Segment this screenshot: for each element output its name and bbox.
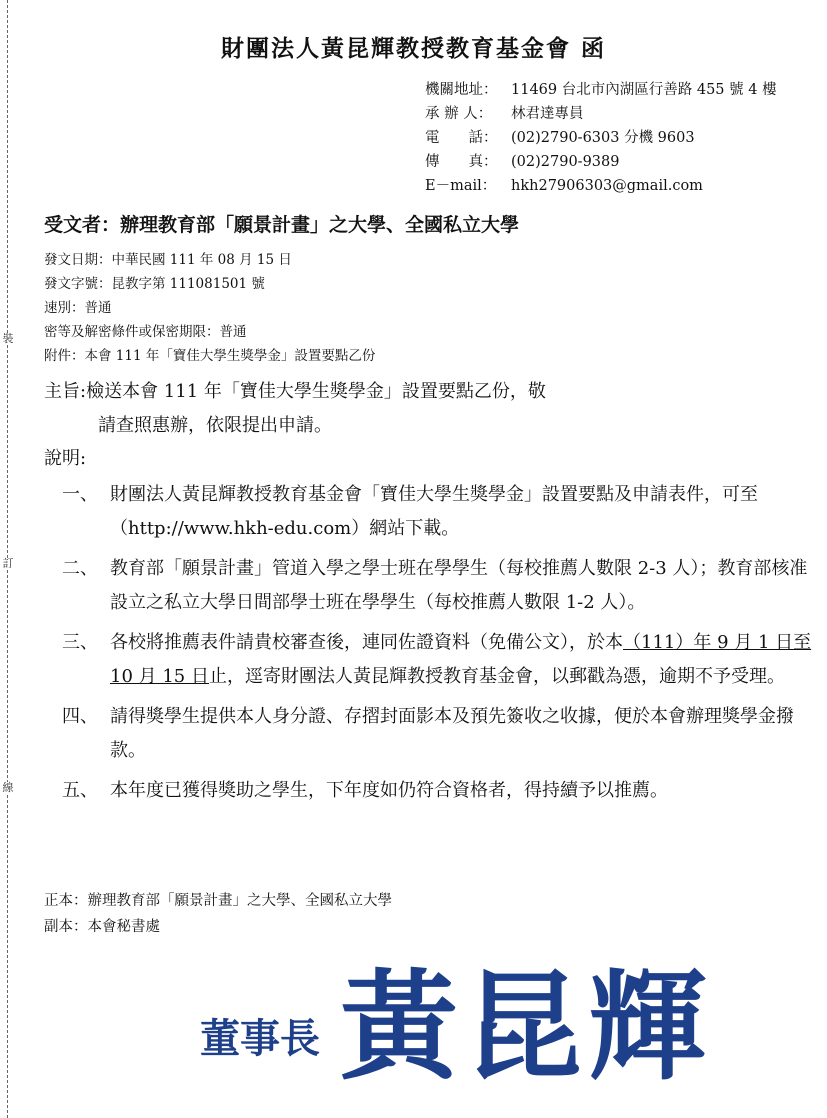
contact-label: 電 話： xyxy=(425,130,498,146)
copy-recipients: 副本：本會秘書處 xyxy=(44,919,160,935)
contact-handler xyxy=(425,102,777,126)
item-text-post: 止，逕寄財團法人黃昆輝教授教育基金會，以郵戳為憑，逾期不予受理。 xyxy=(208,666,785,687)
binding-mark-zhuang: 裝 xyxy=(2,332,14,345)
subject xyxy=(44,375,546,443)
document-title: 財團法人黃昆輝教授教育基金會 函 xyxy=(220,35,606,62)
item-number: 五、 xyxy=(62,780,98,801)
list-item xyxy=(62,700,817,768)
deadline-underlined: （111）年 9 月 1 日至 10 月 15 日 xyxy=(110,632,812,687)
binding-mark-ding: 訂 xyxy=(2,557,14,570)
contact-value: 11469 台北市內湖區行善路 455 號 4 樓 xyxy=(511,82,777,98)
contact-phone xyxy=(425,126,777,150)
contact-label: 傳 真： xyxy=(425,154,498,170)
classification: 密等及解密條件或保密期限：普通 xyxy=(44,324,247,340)
contact-label: E－mail： xyxy=(425,178,497,194)
contact-value: (02)2790-6303 分機 9603 xyxy=(511,130,695,146)
explanation-list xyxy=(62,478,817,814)
original-recipients: 正本：辦理教育部「願景計畫」之大學、全國私立大學 xyxy=(44,893,392,909)
contact-fax xyxy=(425,150,777,174)
issue-date: 發文日期：中華民國 111 年 08 月 15 日 xyxy=(44,252,292,268)
list-item xyxy=(62,626,817,694)
list-item xyxy=(62,478,817,546)
chairman-signature xyxy=(200,960,760,1090)
contact-label: 機關地址： xyxy=(425,82,498,98)
item-number: 二、 xyxy=(62,558,98,579)
contact-value: (02)2790-9389 xyxy=(511,154,620,170)
item-text: 教育部「願景計畫」管道入學之學士班在學學生（每校推薦人數限 2-3 人）；教育部核准設立之私立大學日間部學士班在學學生（每校推薦人數限 1-2 人）。 xyxy=(110,558,808,613)
urgency: 速別：普通 xyxy=(44,300,112,316)
binding-mark-xian: 線 xyxy=(2,781,14,794)
contact-value: 林君達專員 xyxy=(511,106,584,122)
item-number: 三、 xyxy=(62,632,98,653)
item-number: 四、 xyxy=(62,706,98,727)
item-number: 一、 xyxy=(62,484,98,505)
item-text-pre: 各校將推薦表件請貴校審查後，連同佐證資料（免備公文），於本 xyxy=(110,632,623,653)
contact-block xyxy=(425,78,777,198)
item-text xyxy=(110,626,817,694)
attachment: 附件：本會 111 年「寶佳大學生獎學金」設置要點乙份 xyxy=(44,348,376,364)
signature-name: 黃昆輝 xyxy=(340,960,713,1090)
document-number: 發文字號：昆教字第 111081501 號 xyxy=(44,276,265,292)
subject-line-2: 請查照惠辦，依限提出申請。 xyxy=(98,415,332,436)
receiver-line: 受文者：辦理教育部「願景計畫」之大學、全國私立大學 xyxy=(44,214,520,236)
recipients-block xyxy=(44,888,392,940)
explanation-label: 說明: xyxy=(44,448,87,469)
contact-email xyxy=(425,174,777,198)
contact-value: hkh27906303@gmail.com xyxy=(511,178,703,194)
signature-title: 董事長 xyxy=(200,1015,320,1062)
item-text: 請得獎學生提供本人身分證、存摺封面影本及預先簽收之收據，便於本會辦理獎學金撥款。 xyxy=(110,706,794,761)
list-item xyxy=(62,552,817,620)
contact-address xyxy=(425,78,777,102)
item-text: 財團法人黃昆輝教授教育基金會「寶佳大學生獎學金」設置要點及申請表件，可至（http://www.hkh-edu.com）網站下載。 xyxy=(110,484,758,539)
subject-line-1: 主旨:檢送本會 111 年「寶佳大學生獎學金」設置要點乙份，敬 xyxy=(44,381,546,402)
list-item xyxy=(62,774,817,808)
item-text: 本年度已獲得獎助之學生，下年度如仍符合資格者，得持續予以推薦。 xyxy=(110,780,668,801)
document-meta xyxy=(44,248,375,368)
contact-label: 承 辦 人： xyxy=(425,106,493,122)
